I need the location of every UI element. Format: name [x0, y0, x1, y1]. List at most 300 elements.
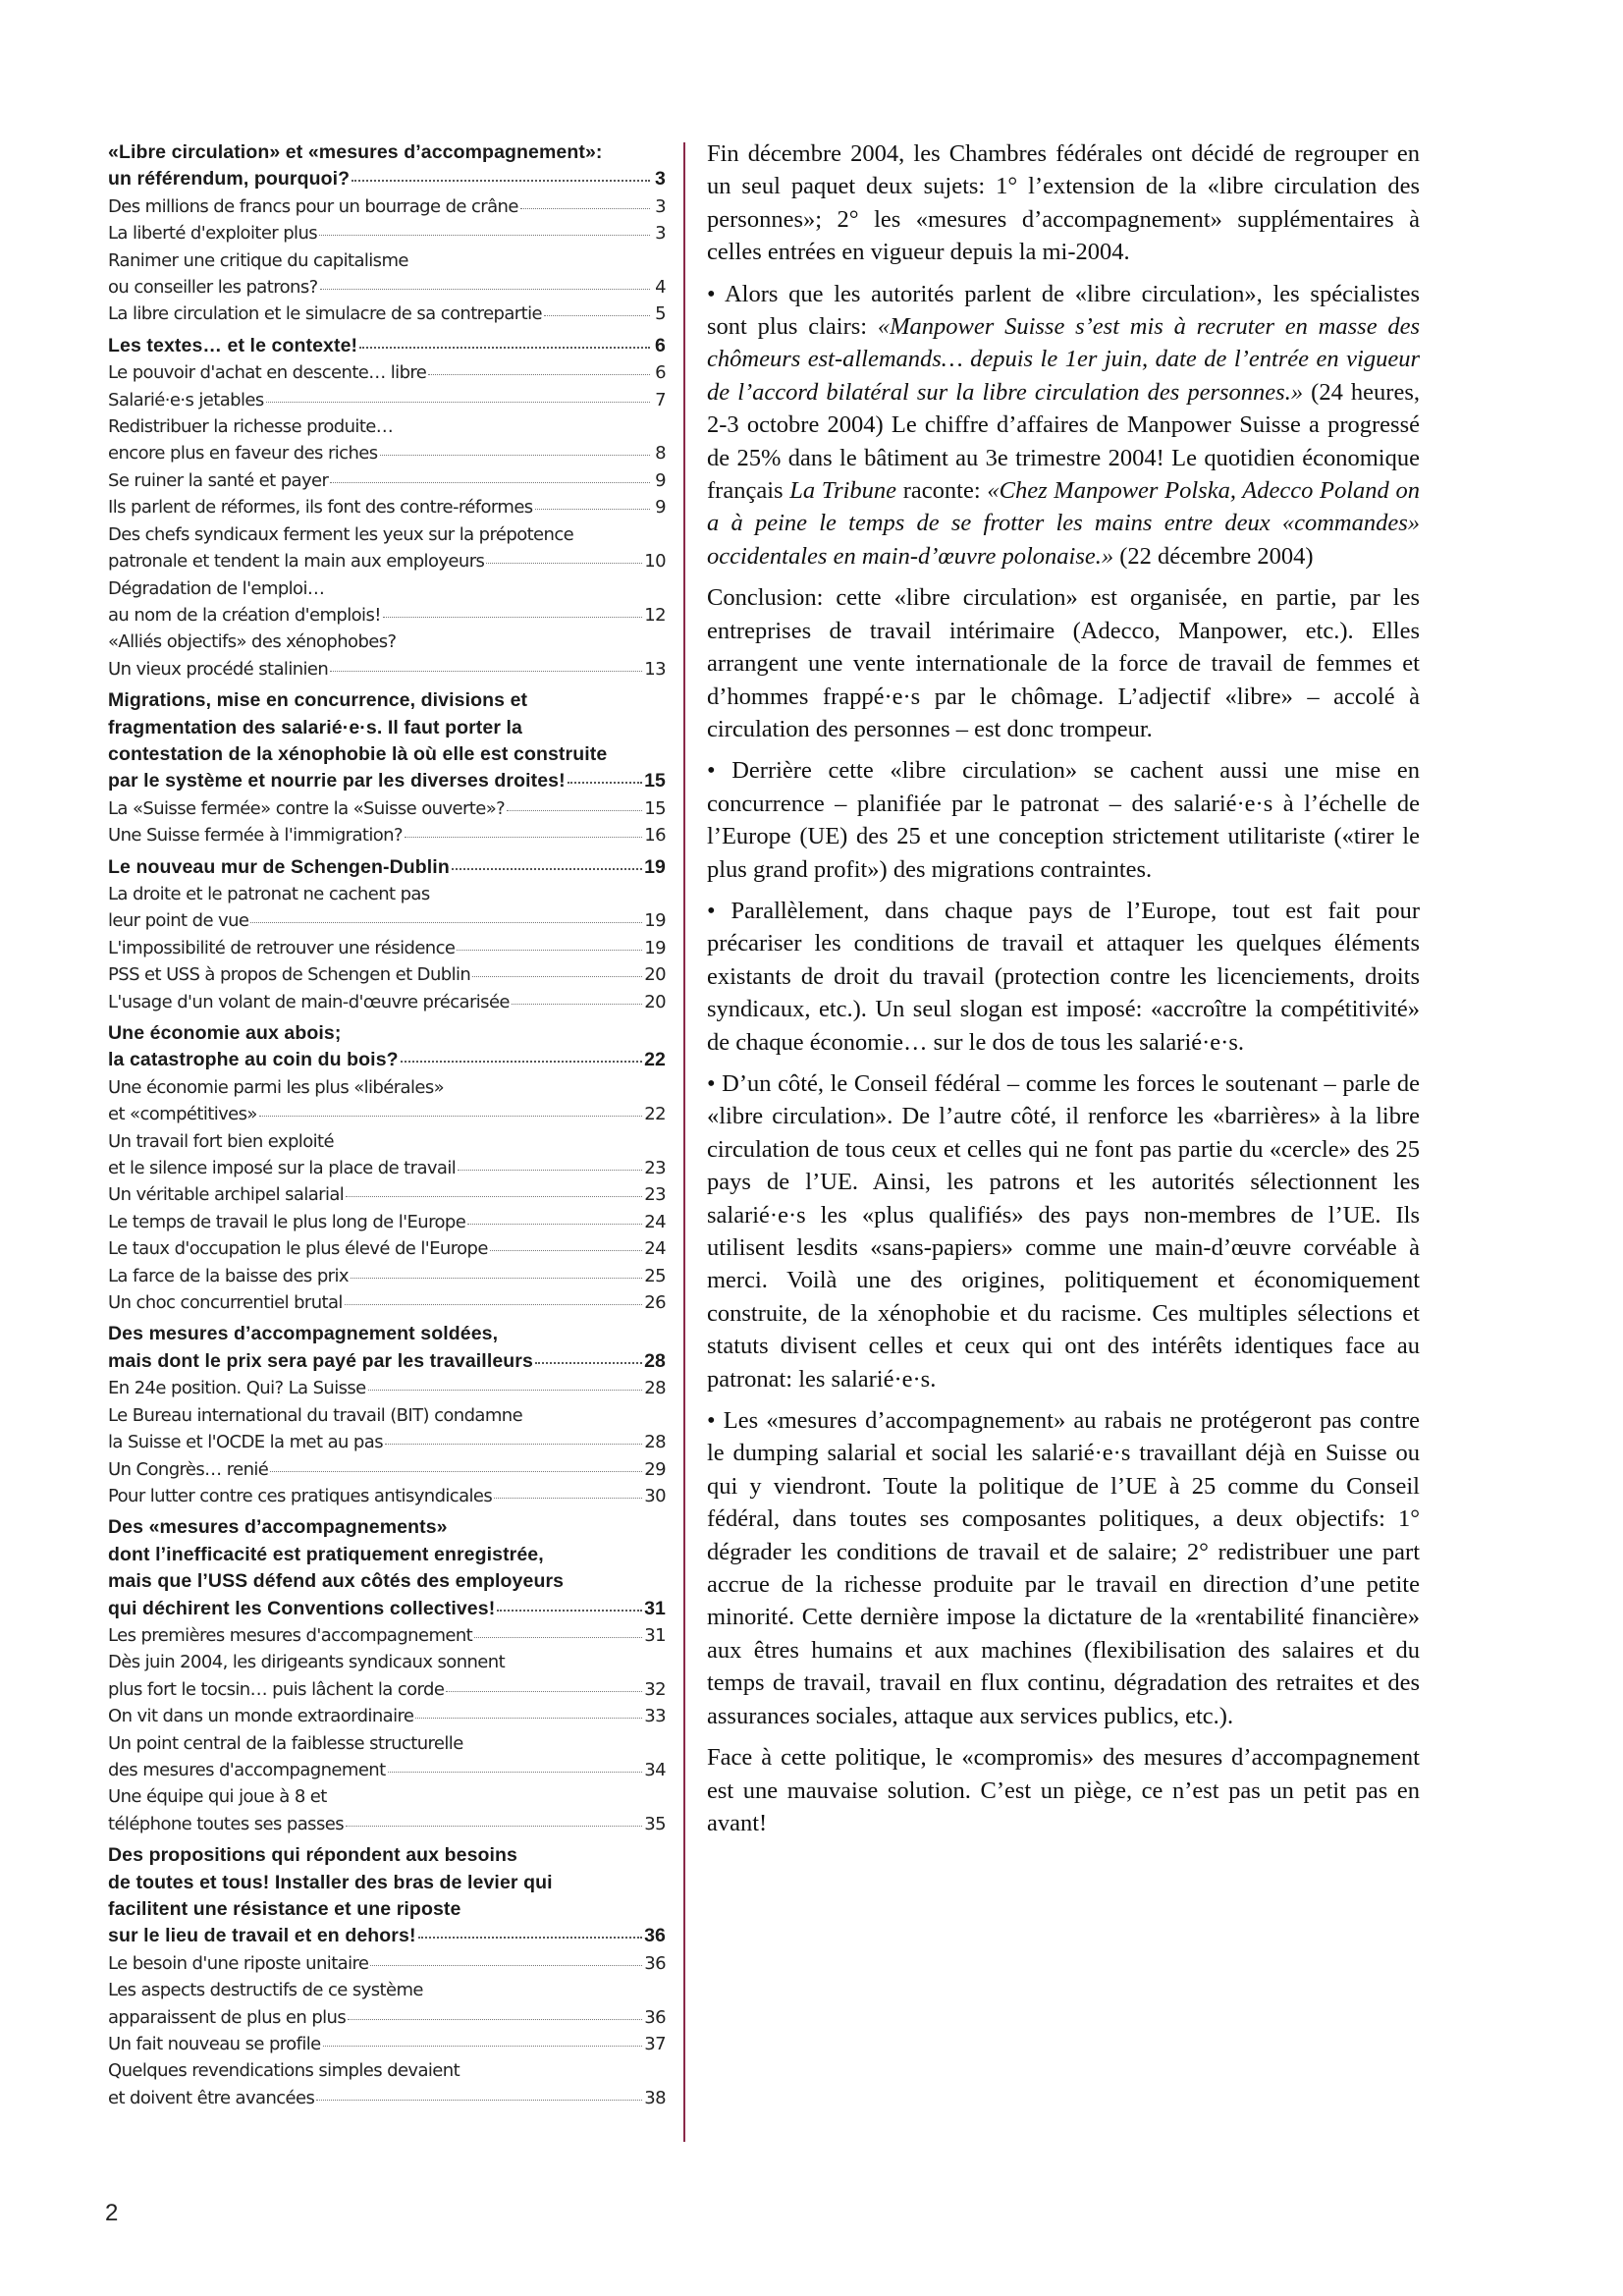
toc-page-number: 28 — [644, 1349, 666, 1372]
toc-title: La liberté d'exploiter plus — [108, 223, 318, 245]
toc-line — [108, 1703, 666, 1729]
toc-title: On vit dans un monde extraordinaire — [108, 1706, 414, 1727]
dot-leader — [259, 1115, 642, 1117]
toc-title: un référendum, pourquoi? — [108, 168, 351, 191]
toc-title: La «Suisse fermée» contre la «Suisse ouverte»? — [108, 797, 506, 819]
dot-leader — [250, 921, 642, 923]
introduction-text — [707, 137, 1420, 1848]
dot-leader — [458, 1169, 642, 1171]
toc-item[interactable] — [108, 193, 666, 220]
toc-page-number: 15 — [644, 770, 666, 793]
dot-leader — [383, 616, 642, 618]
toc-line — [108, 1622, 666, 1649]
toc-page-number: 9 — [655, 497, 666, 519]
body-paragraph — [707, 754, 1420, 886]
text-run: (24 heures, 2-3 octobre 2004) Le chiffre d’affaires de Manpower Suisse a progressé de 25% dans le bâtiment au 3e trimestre 2004! Le quotidien économique français — [707, 378, 1420, 505]
toc-line — [108, 274, 666, 301]
toc-line — [108, 989, 666, 1015]
toc-page-number: 36 — [644, 1952, 666, 1974]
toc-line — [108, 602, 666, 629]
toc-title: la Suisse et l'OCDE la met au pas — [108, 1432, 383, 1453]
dot-leader — [446, 1690, 642, 1692]
dot-leader — [330, 670, 642, 672]
toc-line — [108, 467, 666, 494]
toc-line — [108, 795, 666, 822]
toc-item[interactable] — [108, 822, 666, 848]
toc-item[interactable] — [108, 220, 666, 246]
toc-title: ou conseiller les patrons? — [108, 277, 318, 299]
toc-line — [108, 1676, 666, 1703]
toc-title: Le pouvoir d'achat en descente… libre — [108, 362, 427, 384]
toc-title: Dès juin 2004, les dirigeants syndicaux sonnent — [108, 1652, 506, 1673]
toc-title: L'usage d'un volant de main-d'œuvre précarisée — [108, 991, 510, 1012]
toc-line — [108, 333, 666, 359]
body-paragraph — [707, 278, 1420, 574]
dot-leader — [486, 562, 642, 564]
toc-section-heading[interactable] — [108, 333, 666, 359]
toc-item[interactable] — [108, 1402, 666, 1456]
toc-line — [108, 1074, 666, 1101]
text-run: • Alors que les autorités parlent de «libre circulation», les spécialistes sont plus clairs: — [707, 280, 1420, 341]
page-number: 2 — [105, 2200, 119, 2226]
toc-item[interactable] — [108, 1483, 666, 1509]
toc-title: Un choc concurrentiel brutal — [108, 1292, 343, 1314]
toc-item[interactable] — [108, 1235, 666, 1262]
toc-item[interactable] — [108, 1977, 666, 2031]
toc-title: Une équipe qui joue à 8 et — [108, 1786, 327, 1808]
dot-leader — [507, 809, 642, 811]
toc-page-number: 3 — [655, 168, 666, 191]
toc-line — [108, 301, 666, 327]
toc-page-number: 33 — [644, 1706, 666, 1727]
toc-page-number: 6 — [655, 334, 666, 356]
toc-title: et doivent être avancées — [108, 2087, 315, 2108]
dot-leader — [348, 2018, 642, 2020]
toc-line — [108, 220, 666, 246]
toc-title: Le taux d'occupation le plus élevé de l'Europe — [108, 1238, 488, 1260]
dot-leader — [368, 1389, 643, 1391]
toc-section-heading[interactable] — [108, 139, 666, 193]
toc-item[interactable] — [108, 387, 666, 413]
toc-line — [108, 247, 666, 274]
text-run: Fin décembre 2004, les Chambres fédérales ont décidé de regrouper en un seul paquet deux sujets: 1° l’extension de la «libre circulation des personnes»; 2° les «mesures d’accompagnement» supplémentaires à celles entrées en vigueur depuis la mi-2004. — [707, 140, 1420, 266]
toc-line — [108, 822, 666, 848]
toc-title: Une Suisse fermée à l'immigration? — [108, 825, 403, 847]
toc-title: Salarié·e·s jetables — [108, 389, 264, 410]
dot-leader — [346, 1195, 642, 1197]
toc-title: Ranimer une critique du capitalisme — [108, 249, 408, 271]
body-paragraph — [707, 1404, 1420, 1732]
toc-item[interactable] — [108, 1074, 666, 1128]
toc-page-number: 29 — [644, 1458, 666, 1480]
dot-leader — [319, 234, 650, 236]
toc-title: Des «mesures d’accompagnements» — [108, 1516, 448, 1539]
dot-leader — [346, 1825, 642, 1827]
dot-leader — [385, 1443, 642, 1445]
dot-leader — [380, 454, 650, 456]
dot-leader — [316, 2099, 642, 2101]
toc-title: la catastrophe au coin du bois? — [108, 1049, 399, 1071]
toc-title: mais que l’USS défend aux côtés des employeurs — [108, 1570, 565, 1593]
toc-line — [108, 413, 666, 440]
toc-item[interactable] — [108, 1128, 666, 1182]
toc-title: téléphone toutes ses passes — [108, 1813, 344, 1834]
toc-line — [108, 1289, 666, 1316]
toc-page-number: 20 — [644, 991, 666, 1012]
dot-leader — [428, 373, 650, 375]
toc-title: Des mesures d’accompagnement soldées, — [108, 1323, 499, 1345]
toc-item[interactable] — [108, 1181, 666, 1208]
toc-title: Des chefs syndicaux ferment les yeux sur la prépotence — [108, 523, 574, 545]
toc-line — [108, 193, 666, 220]
dot-leader — [351, 1277, 642, 1279]
toc-page-number: 31 — [644, 1597, 666, 1619]
toc-page-number: 13 — [644, 658, 666, 680]
toc-title: Une économie parmi les plus «libérales» — [108, 1076, 445, 1098]
toc-item[interactable] — [108, 881, 666, 935]
dot-leader — [535, 508, 650, 510]
toc-item[interactable] — [108, 1263, 666, 1289]
toc-page-number: 28 — [644, 1432, 666, 1453]
toc-line — [108, 935, 666, 961]
toc-line — [108, 1235, 666, 1262]
toc-item[interactable] — [108, 359, 666, 386]
toc-section-heading[interactable] — [108, 687, 666, 795]
toc-page-number: 5 — [655, 303, 666, 325]
toc-line — [108, 1128, 666, 1155]
dot-leader — [370, 1964, 642, 1966]
toc-item[interactable] — [108, 795, 666, 822]
toc-item[interactable] — [108, 1783, 666, 1837]
toc-line — [108, 1321, 666, 1347]
text-run: • D’un côté, le Conseil fédéral – comme les forces le soutenant – parle de «libre circulation». De l’autre côté, il renforce les «barrières» à la libre circulation de tous ceux et celles qui ne font pas partie du «cercle» des 25 pays de l’UE. Ainsi, les patrons et les autorités sélectionnent les salarié·e·s les «plus qualifiés» des pays non-membres de l’UE. Ils utilisent lesdits «sans-papiers» comme une main-d’œuvre corvéable à merci. Voilà une des origines, politiquement et économiquement construite, de la xénophobie et du racisme. Ces multiples sélections et statuts divisent celles et ceux qui ont des intérêts identiques face au patronat: les salarié·e·s. — [707, 1069, 1420, 1393]
toc-page-number: 12 — [644, 604, 666, 626]
toc-title: Se ruiner la santé et payer — [108, 469, 329, 491]
toc-page-number: 23 — [644, 1184, 666, 1206]
toc-title: encore plus en faveur des riches — [108, 443, 378, 465]
toc-line — [108, 1101, 666, 1127]
toc-title: Des millions de francs pour un bourrage de crâne — [108, 195, 518, 217]
toc-line — [108, 1842, 666, 1869]
toc-title: plus fort le tocsin… puis lâchent la corde — [108, 1678, 445, 1700]
toc-title: contestation de la xénophobie là où elle est construite — [108, 742, 608, 765]
toc-item[interactable] — [108, 521, 666, 575]
dot-leader — [345, 1303, 642, 1305]
dot-leader — [520, 207, 650, 209]
toc-title: En 24e position. Qui? La Suisse — [108, 1378, 366, 1399]
quoted-text: «Chez Manpower Polska, Adecco Poland on a à peine le temps de se frotter les mains entre deux «commandes» occidentales en main-d’œuvre polonaise.» — [707, 477, 1420, 570]
body-paragraph — [707, 1067, 1420, 1395]
text-run: • Derrière cette «libre circulation» se cachent aussi une mise en concurrence – planifiée par le patronat – des salarié·e·s à l’échelle de l’Europe (UE) des 25 et une conception strictement utilitariste («tirer le plus grand profit») des migrations contraintes. — [707, 757, 1420, 883]
toc-line — [108, 1181, 666, 1208]
toc-title: Les premières mesures d'accompagnement — [108, 1624, 473, 1646]
dot-leader — [474, 1636, 642, 1638]
toc-line — [108, 166, 666, 192]
toc-item[interactable] — [108, 575, 666, 629]
toc-page-number: 4 — [655, 277, 666, 299]
toc-title: Quelques revendications simples devaient — [108, 2060, 460, 2082]
toc-title: Un vieux procédé stalinien — [108, 658, 329, 680]
toc-page-number: 16 — [644, 825, 666, 847]
toc-page-number: 15 — [644, 797, 666, 819]
quoted-text: La Tribune — [789, 477, 897, 505]
toc-line — [108, 687, 666, 714]
toc-line — [108, 1263, 666, 1289]
dot-leader — [535, 1361, 642, 1364]
toc-line — [108, 1020, 666, 1047]
toc-line — [108, 2004, 666, 2031]
toc-item[interactable] — [108, 1649, 666, 1703]
toc-line — [108, 2031, 666, 2057]
toc-page-number: 24 — [644, 1211, 666, 1232]
dot-leader — [320, 288, 650, 290]
toc-item[interactable] — [108, 2031, 666, 2057]
toc-item[interactable] — [108, 1456, 666, 1483]
toc-page-number: 35 — [644, 1813, 666, 1834]
toc-page-number: 38 — [644, 2087, 666, 2108]
toc-page-number: 6 — [655, 362, 666, 384]
toc-title: qui déchirent les Conventions collectives! — [108, 1597, 496, 1619]
body-paragraph — [707, 1741, 1420, 1839]
toc-item[interactable] — [108, 1375, 666, 1401]
body-paragraph — [707, 895, 1420, 1059]
toc-title: leur point de vue — [108, 910, 249, 932]
dot-leader — [512, 1003, 642, 1005]
text-run: • Les «mesures d’accompagnement» au rabais ne protégeront pas contre le dumping salarial et social les salarié·e·s travaillant déjà en Suisse ou qui y viendront. Toute la politique de l’UE à 25 comme du Conseil fédéral, dans toutes ses composantes politiques, a deux objectifs: 1° dégrader les conditions de travail et de salaire; 2° redistribuer une part accrue de la richesse produite par le travail en direction d’une petite minorité. Cette dernière impose la dictature de la «rentabilité financière» aux êtres humains et aux machines (flexibilisation des salaires et du temps de travail, travail en flux continu, dégradation des retraites et des assurances sociales, attaque aux services publics, etc.). — [707, 1407, 1420, 1729]
toc-title: sur le lieu de travail et en dehors! — [108, 1925, 416, 1947]
toc-title: Dégradation de l'emploi… — [108, 577, 325, 599]
toc-item[interactable] — [108, 629, 666, 683]
toc-page-number: 28 — [644, 1378, 666, 1399]
toc-item[interactable] — [108, 2057, 666, 2111]
toc-line — [108, 907, 666, 934]
toc-line — [108, 741, 666, 768]
toc-section-heading[interactable] — [108, 854, 666, 881]
toc-page-number: 9 — [655, 469, 666, 491]
dot-leader — [401, 1060, 642, 1063]
toc-line — [108, 1375, 666, 1401]
toc-page-number: 24 — [644, 1238, 666, 1260]
text-run: Face à cette politique, le «compromis» des mesures d’accompagnement est une mauvaise solution. C’est un piège, ce n’est pas un petit pas en avant! — [707, 1744, 1420, 1836]
toc-line — [108, 1568, 666, 1595]
toc-title: Ils parlent de réformes, ils font des contre-réformes — [108, 497, 533, 519]
toc-item[interactable] — [108, 247, 666, 301]
toc-title: Le Bureau international du travail (BIT) condamne — [108, 1404, 523, 1426]
table-of-contents — [108, 139, 666, 2111]
toc-item[interactable] — [108, 1730, 666, 1784]
text-run: • Parallèlement, dans chaque pays de l’Europe, tout est fait pour précariser les conditions de travail et attaquer les quelques éléments existants de droit du travail (protection contre les licenciements, droits syndicaux, etc.). Un seul slogan est imposé: «accroître la compétitivité» de chaque économie… sur le dos de tous les salarié·e·s. — [707, 897, 1420, 1056]
toc-item[interactable] — [108, 935, 666, 961]
toc-title: Le nouveau mur de Schengen-Dublin — [108, 855, 450, 878]
toc-item[interactable] — [108, 1622, 666, 1649]
body-paragraph — [707, 137, 1420, 269]
dot-leader — [359, 346, 650, 349]
toc-line — [108, 768, 666, 794]
toc-line — [108, 494, 666, 520]
toc-item[interactable] — [108, 961, 666, 988]
toc-section-heading[interactable] — [108, 1514, 666, 1622]
toc-line — [108, 440, 666, 466]
toc-line — [108, 1950, 666, 1977]
toc-title: des mesures d'accompagnement — [108, 1759, 386, 1780]
toc-item[interactable] — [108, 1289, 666, 1316]
dot-leader — [418, 1936, 643, 1939]
toc-title: par le système et nourrie par les diverses droites! — [108, 770, 566, 793]
toc-line — [108, 2085, 666, 2111]
text-run: Conclusion: cette «libre circulation» est organisée, en partie, par les entreprises de travail intérimaire (Adecco, Manpower, etc.). Elles arrangent une vente internationale de la force de travail de femmes et d’hommes frappé·e·s par le chômage. L’adjectif «libre» – accolé à circulation des personnes – est donc trompeur. — [707, 584, 1420, 742]
toc-line — [108, 575, 666, 602]
toc-title: apparaissent de plus en plus — [108, 2006, 347, 2028]
toc-line — [108, 629, 666, 655]
dot-leader — [388, 1771, 643, 1773]
toc-item[interactable] — [108, 1950, 666, 1977]
toc-line — [108, 1209, 666, 1235]
toc-line — [108, 1596, 666, 1622]
toc-page-number: 3 — [655, 223, 666, 245]
toc-item[interactable] — [108, 301, 666, 327]
toc-page-number: 22 — [644, 1049, 666, 1071]
toc-page-number: 25 — [644, 1265, 666, 1286]
toc-title: La farce de la baisse des prix — [108, 1265, 349, 1286]
toc-page-number: 7 — [655, 389, 666, 410]
toc-title: Migrations, mise en concurrence, divisions et — [108, 689, 528, 712]
dot-leader — [497, 1609, 642, 1612]
toc-line — [108, 1429, 666, 1455]
toc-line — [108, 1977, 666, 2003]
quoted-text: «Manpower Suisse s’est mis à recruter en masse des chômeurs est-allemands… depuis le 1er juin, date de l’entrée en vigueur de l’accord bilatéral sur la libre circulation des personnes.» — [707, 313, 1421, 406]
dot-leader — [472, 975, 642, 977]
toc-page-number: 10 — [644, 551, 666, 573]
toc-line — [108, 854, 666, 881]
toc-title: «Libre circulation» et «mesures d’accompagnement»: — [108, 141, 603, 163]
toc-title: Un point central de la faiblesse structurelle — [108, 1732, 463, 1754]
toc-line — [108, 715, 666, 741]
toc-line — [108, 1923, 666, 1949]
toc-line — [108, 1483, 666, 1509]
toc-title: patronale et tendent la main aux employeurs — [108, 551, 485, 573]
toc-title: Des propositions qui répondent aux besoins — [108, 1844, 517, 1867]
dot-leader — [323, 2045, 643, 2047]
dot-leader — [544, 314, 650, 316]
toc-section-heading[interactable] — [108, 1020, 666, 1074]
toc-title: mais dont le prix sera payé par les travailleurs — [108, 1349, 533, 1372]
text-run: raconte: — [896, 477, 988, 505]
toc-page-number: 19 — [644, 910, 666, 932]
toc-section-heading[interactable] — [108, 1321, 666, 1375]
toc-title: Pour lutter contre ces pratiques antisyndicales — [108, 1485, 493, 1506]
toc-line — [108, 139, 666, 166]
toc-page-number: 8 — [655, 443, 666, 465]
toc-page-number: 30 — [644, 1485, 666, 1506]
dot-leader — [467, 1223, 642, 1225]
toc-line — [108, 2057, 666, 2084]
dot-leader — [266, 401, 650, 403]
toc-line — [108, 387, 666, 413]
toc-line — [108, 656, 666, 683]
toc-item[interactable] — [108, 989, 666, 1015]
toc-title: Un véritable archipel salarial — [108, 1184, 345, 1206]
dot-leader — [405, 836, 642, 838]
toc-page-number: 34 — [644, 1759, 666, 1780]
toc-title: et le silence imposé sur la place de travail — [108, 1158, 457, 1179]
toc-item[interactable] — [108, 494, 666, 520]
toc-title: L'impossibilité de retrouver une résidence — [108, 937, 456, 958]
toc-title: facilitent une résistance et une riposte — [108, 1898, 461, 1920]
toc-line — [108, 548, 666, 574]
toc-page-number: 36 — [644, 2006, 666, 2028]
toc-line — [108, 1402, 666, 1429]
toc-line — [108, 1514, 666, 1541]
dot-leader — [490, 1249, 642, 1251]
toc-page-number: 26 — [644, 1292, 666, 1314]
toc-title: Un Congrès… renié — [108, 1458, 269, 1480]
toc-section-heading[interactable] — [108, 1842, 666, 1950]
toc-title: au nom de la création d'emplois! — [108, 604, 381, 626]
toc-title: de toutes et tous! Installer des bras de levier qui — [108, 1871, 553, 1893]
toc-line — [108, 1783, 666, 1810]
toc-title: Un travail fort bien exploité — [108, 1130, 334, 1152]
toc-page-number: 19 — [644, 855, 666, 878]
dot-leader — [452, 867, 642, 870]
toc-line — [108, 1896, 666, 1923]
dot-leader — [330, 481, 650, 483]
toc-line — [108, 1730, 666, 1757]
dot-leader — [352, 179, 650, 182]
column-divider — [683, 142, 685, 2142]
toc-title: dont l’inefficacité est pratiquement enregistrée, — [108, 1543, 544, 1565]
toc-item[interactable] — [108, 1209, 666, 1235]
toc-line — [108, 1542, 666, 1568]
toc-page-number: 20 — [644, 964, 666, 986]
toc-title: Un fait nouveau se profile — [108, 2034, 321, 2055]
toc-line — [108, 359, 666, 386]
toc-title: et «compétitives» — [108, 1104, 257, 1125]
toc-page-number: 23 — [644, 1158, 666, 1179]
toc-page-number: 22 — [644, 1104, 666, 1125]
dot-leader — [494, 1497, 642, 1499]
dot-leader — [457, 949, 642, 951]
toc-page-number: 36 — [644, 1925, 666, 1947]
toc-title: Les textes… et le contexte! — [108, 334, 358, 356]
toc-page-number: 31 — [644, 1624, 666, 1646]
toc-page-number: 32 — [644, 1678, 666, 1700]
toc-item[interactable] — [108, 467, 666, 494]
toc-title: La droite et le patronat ne cachent pas — [108, 883, 430, 904]
toc-line — [108, 961, 666, 988]
toc-title: Les aspects destructifs de ce système — [108, 1980, 423, 2001]
body-paragraph — [707, 581, 1420, 745]
toc-line — [108, 1155, 666, 1181]
toc-line — [108, 1811, 666, 1837]
dot-leader — [568, 781, 642, 784]
toc-title: La libre circulation et le simulacre de sa contrepartie — [108, 303, 542, 325]
toc-title: PSS et USS à propos de Schengen et Dublin — [108, 964, 471, 986]
toc-page-number: 19 — [644, 937, 666, 958]
toc-line — [108, 1348, 666, 1375]
dot-leader — [270, 1470, 642, 1472]
toc-title: Le temps de travail le plus long de l'Europe — [108, 1211, 466, 1232]
toc-line — [108, 1870, 666, 1896]
toc-title: «Alliés objectifs» des xénophobes? — [108, 631, 397, 653]
toc-item[interactable] — [108, 1703, 666, 1729]
dot-leader — [415, 1717, 642, 1719]
toc-item[interactable] — [108, 413, 666, 467]
toc-title: fragmentation des salarié·e·s. Il faut porter la — [108, 716, 522, 738]
toc-line — [108, 521, 666, 548]
toc-title: Une économie aux abois; — [108, 1022, 342, 1044]
toc-line — [108, 1047, 666, 1073]
text-run: (22 décembre 2004) — [1113, 542, 1314, 570]
